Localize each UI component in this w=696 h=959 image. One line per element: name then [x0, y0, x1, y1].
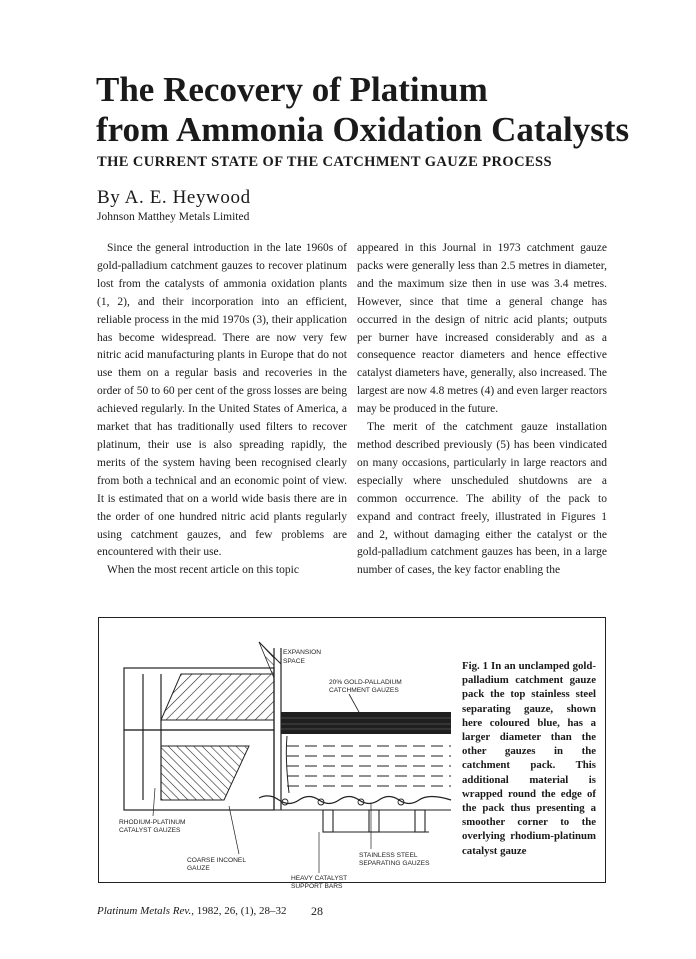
journal-issue: , 1982, 26, (1), 28–32	[191, 905, 287, 917]
page-number: 28	[311, 904, 323, 918]
label-gold-pd-1: 20% GOLD-PALLADIUM	[329, 679, 402, 686]
paragraph: Since the general introduction in the late 1960s of gold-palladium catchment gauzes to recover platinum lost from the catalysts of ammonia oxidation plants (1, 2), and their incorporation into an efficient, reliable process in the mid 1970s (3), their application has become widespread. There are now very few nitric acid manufacturing plants in Europe that do not use them on a regular basis and recoveries in the order of 50 to 60 per cent of the gross losses are being achieved regularly. In the United States of America, a market that has traditionally used filters to recover platinum, their use is also spreading rapidly, the merits of the system having been recognised clearly from both a technical and an economic point of view. It is estimated that on a world wide basis there are in the order of one hundred nitric acid plants regularly using catchment gauzes, and few problems are encountered with their use.	[97, 242, 347, 559]
footer-citation	[97, 905, 287, 917]
label-space: SPACE	[283, 658, 305, 665]
body-column-right	[357, 240, 607, 580]
figure-caption: Fig. 1 In an unclamped gold-palladium catchment gauze pack the top stainless steel separating gauze, shown here coloured blue, has a larger diameter than the other gauzes in the catchment pack. This additional material is wrapped round the edge of the pack thus presenting a smoother corner to the overlying rhodium-platinum catalyst gauze	[462, 660, 596, 857]
label-rh-pt-2: CATALYST GAUZES	[119, 827, 181, 834]
label-coarse-2: GAUZE	[187, 865, 210, 872]
paragraph: appeared in this Journal in 1973 catchment gauze packs were generally less than 2.5 metres in diameter, and the maximum size then in use was 3.4 metres. However, since that time a general change has occurred in the design of nitric acid plants; outputs per burner have increased considerably and as a consequence reactor diameters and hence effective catalyst diameters have, generally, also increased. The largest are now 4.8 metres (4) and even larger reactors may be produced in the future.	[357, 242, 607, 416]
figure-1	[98, 617, 606, 890]
author-byline: By A. E. Heywood	[97, 187, 251, 208]
journal-name: Platinum Metals Rev.	[97, 905, 192, 917]
upper-wall-hatch	[161, 674, 274, 720]
article-subtitle: THE CURRENT STATE OF THE CATCHMENT GAUZE PROCESS	[97, 154, 552, 170]
paragraph: The merit of the catchment gauze installation method described previously (5) has been vindicated on many occasions, particularly in large reactors and especially where unscheduled shutdowns are a common occurrence. The ability of the pack to expand and contract freely, illustrated in Figures 1 and 2, without damaging either the catalyst or the gold-palladium catchment gauzes has been, in a large number of cases, the key factor enabling the	[357, 421, 607, 577]
body-column-left	[97, 240, 347, 580]
label-heavy-2: SUPPORT BARS	[291, 883, 343, 890]
gauze-pack-diagram	[109, 628, 454, 890]
support-bars	[259, 810, 451, 832]
author-affiliation: Johnson Matthey Metals Limited	[97, 211, 250, 223]
label-heavy-1: HEAVY CATALYST	[291, 875, 348, 882]
title-line-2: from Ammonia Oxidation Catalysts	[96, 110, 630, 149]
catchment-gauze-stack	[281, 712, 451, 734]
catalyst-gauze-layers	[287, 746, 451, 786]
label-ss-2: SEPARATING GAUZES	[359, 860, 430, 867]
lower-wall-hatch	[161, 746, 249, 800]
label-gold-pd-2: CATCHMENT GAUZES	[329, 687, 399, 694]
title-line-1: The Recovery of Platinum	[96, 70, 488, 109]
paragraph: When the most recent article on this topic	[107, 564, 299, 577]
article-title	[96, 70, 656, 150]
label-expansion: EXPANSION	[283, 649, 321, 656]
label-coarse-1: COARSE INCONEL	[187, 857, 246, 864]
label-ss-1: STAINLESS STEEL	[359, 852, 418, 859]
label-rh-pt-1: RHODIUM-PLATINUM	[119, 819, 186, 826]
